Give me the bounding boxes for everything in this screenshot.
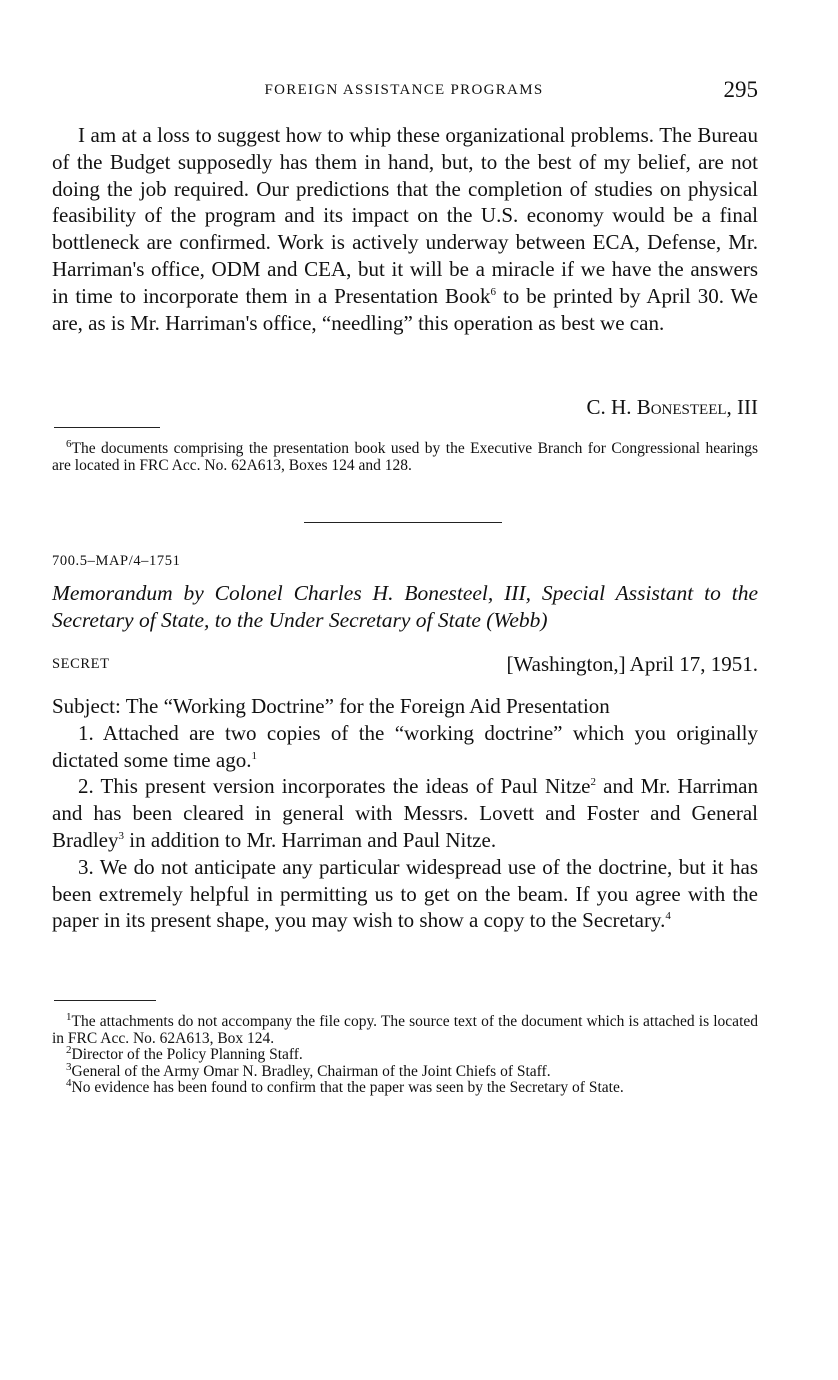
footnote-6 — [52, 437, 758, 474]
closing-paragraph-end: to be printed by April 30. We are, as is Mr. Harriman's office, “needling” this operation as best we can. — [52, 283, 759, 335]
page-number: 295 — [723, 77, 758, 102]
footnote-4 — [52, 1076, 758, 1097]
memo-body — [52, 693, 758, 934]
footnote-3 — [52, 1060, 758, 1081]
footnote-1 — [52, 1010, 758, 1047]
dateline: [Washington,] April 17, 1951. — [506, 652, 758, 676]
footnote-text: The attachments do not accompany the file copy. The source text of the document which is attached is located in FRC Acc. No. 62A613, Box 124. — [52, 1013, 758, 1047]
footnote-number: 3 — [66, 1060, 72, 1073]
memo-paragraph-1-text: 1. Attached are two copies of the “working doctrine” which you originally dictated some time ago. — [52, 720, 758, 772]
document-separator — [304, 522, 502, 523]
footnote-number: 1 — [66, 1010, 72, 1023]
footnote-ref: 3 — [118, 829, 124, 842]
subject-line: Subject: The “Working Doctrine” for the Foreign Aid Presentation — [52, 694, 610, 718]
memo-paragraph-1 — [52, 720, 758, 774]
previous-document-body — [52, 122, 758, 336]
footnote-number: 6 — [66, 437, 72, 450]
memo-paragraph-3-text: 3. We do not anticipate any particular widespread use of the doctrine, but it has been extremely helpful in permitting us to get on the beam. If you agree with the paper in its present shape, you may wish to show a copy to the Secretary. — [52, 854, 758, 933]
memo-paragraph-2-text: 2. This present version incorporates the ideas of Paul Nitze — [78, 774, 591, 799]
memo-paragraph-2-text: and Mr. Harriman and has been cleared in general with Messrs. Lovett and Foster and General Bradley — [52, 774, 758, 852]
footnote-text: General of the Army Omar N. Bradley, Chairman of the Joint Chiefs of Staff. — [71, 1062, 551, 1080]
footnote-ref: 4 — [665, 910, 671, 923]
file-number: 700.5–MAP/4–1751 — [52, 553, 181, 569]
footnote-2 — [52, 1043, 758, 1064]
footnote-divider — [54, 427, 160, 428]
footnote-ref: 2 — [590, 776, 596, 789]
footnote-text: Director of the Policy Planning Staff. — [71, 1046, 303, 1063]
footnote-divider — [54, 1000, 156, 1001]
signature: C. H. Bonesteel, III — [586, 395, 758, 419]
footnote-text: No evidence has been found to confirm that the paper was seen by the Secretary of State. — [71, 1079, 624, 1096]
footnote-number: 2 — [66, 1043, 72, 1056]
closing-paragraph-text: I am at a loss to suggest how to whip these organizational problems. The Bureau of the Budget supposedly has them in hand, but, to the best of my belief, are not doing the job required. Our predictions that the completion of studies on physical feasibility of the program and its impact on the U.S. economy would be a final bottleneck are confirmed. Work is actively underway between ECA, Defense, Mr. Harriman's office, ODM and CEA, but it will be a miracle if we have the answers in time to incorporate them in a Presentation Book — [52, 123, 758, 308]
classification-label: SECRET — [52, 656, 110, 672]
footnote-number: 4 — [66, 1076, 72, 1089]
memo-paragraph-3 — [52, 854, 758, 934]
footnote-ref: 6 — [490, 285, 496, 298]
closing-paragraph — [52, 122, 758, 336]
dateline-row — [52, 652, 758, 680]
running-title: FOREIGN ASSISTANCE PROGRAMS — [264, 82, 544, 98]
memo-paragraph-2 — [52, 773, 758, 853]
running-head — [50, 77, 758, 106]
memo-footnotes — [52, 1010, 758, 1097]
memo-title: Memorandum by Colonel Charles H. Bonesteel, III, Special Assistant to the Secretary of State, to the Under Secretary of State (Webb) — [52, 581, 758, 632]
footnote-text: The documents comprising the presentation book used by the Executive Branch for Congressional hearings are located in FRC Acc. No. 62A613, Boxes 124 and 128. — [52, 440, 758, 474]
memo-paragraph-2-text: in addition to Mr. Harriman and Paul Nitze. — [123, 827, 497, 852]
footnote-ref: 1 — [251, 749, 257, 762]
